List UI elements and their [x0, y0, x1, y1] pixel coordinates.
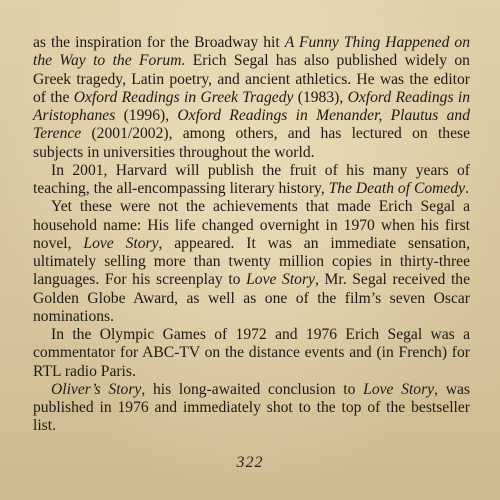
paragraph-3 — [33, 198, 470, 326]
italic-title: Oxford Readings in Aristophanes — [33, 88, 470, 124]
paragraph-2 — [33, 162, 470, 199]
text-run: , his long-awaited conclusion to — [141, 380, 364, 398]
text-run: (2001/2002), among others, and has lectured on these subjects in universities throughout the world. — [33, 125, 470, 161]
text-run: , appeared. It was an immediate sensation, ultimately selling more than twenty million copies in thirty-three languages. For his screenplay to — [33, 234, 470, 289]
italic-title: The Death of Comedy — [328, 180, 466, 197]
paragraph-1 — [33, 34, 470, 162]
text-run: Erich Segal has also published widely on Greek tragedy, Latin poetry, and ancient athletics. He was the editor of the — [33, 52, 470, 106]
text-run: In the Olympic Games of 1972 and 1976 Erich Segal was a commentator for ABC-TV on the distance events and (in French) for RTL radio Paris. — [33, 326, 470, 380]
text-run: as the inspiration for the Broadway hit — [33, 34, 285, 51]
body-text — [33, 34, 470, 436]
paragraph-4 — [33, 326, 470, 381]
text-run: , Mr. Segal received the Golden Globe Award, as well as one of the film’s seven Oscar nominations. — [33, 271, 470, 325]
text-run: (1996), — [115, 107, 178, 124]
text-run: In 2001, Harvard will publish the fruit of his many years of teaching, the all-encompassing literary history, — [33, 161, 470, 197]
italic-title: Love Story — [246, 271, 315, 289]
italic-title: A Funny Thing Happened on the Way to the Forum. — [33, 34, 470, 70]
text-run: Yet these were not the achievements that made Erich Segal a household name: His life changed overnight in 1970 when his first novel, — [33, 198, 470, 252]
italic-title: Love Story — [83, 234, 159, 252]
paragraph-5 — [33, 381, 470, 436]
text-run: . — [465, 180, 469, 197]
italic-title: Love Story — [363, 380, 435, 398]
text-run: (1983), — [293, 88, 348, 106]
text-run: , was published in 1976 and immediately shot to the top of the bestseller list. — [33, 380, 470, 435]
italic-title: Oxford Readings in Greek Tragedy — [73, 88, 294, 106]
italic-title: Oxford Readings in Menander, Plautus and Terence — [33, 107, 470, 143]
italic-title: Oliver’s Story — [51, 380, 142, 398]
page-number: 322 — [236, 454, 264, 471]
